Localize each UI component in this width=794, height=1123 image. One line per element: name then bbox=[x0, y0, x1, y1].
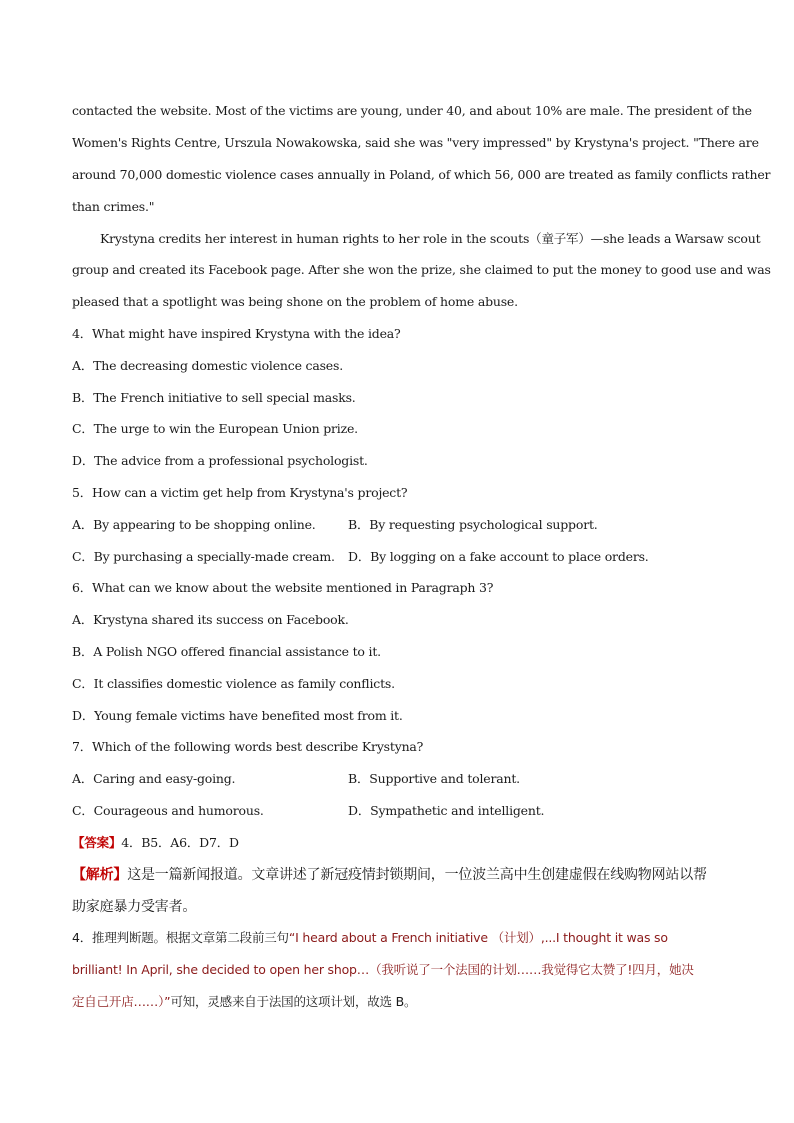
passage-line: around 70,000 domestic violence cases annually in Poland, of which 56, 000 are treated as family conflicts rather bbox=[72, 167, 771, 182]
passage-line: group and created its Facebook page. After she won the prize, she claimed to put the money to good use and was bbox=[72, 262, 771, 277]
question-stem: 5．How can a victim get help from Krystyna's project? bbox=[72, 485, 408, 500]
option-d: D．By logging on a fake account to place orders. bbox=[348, 549, 649, 564]
analysis-q4-conclusion: 可知，灵感来自于法国的这项计划，故选 B。 bbox=[170, 994, 417, 1009]
option-a: A．Caring and easy-going. bbox=[72, 771, 236, 786]
analysis-line bbox=[72, 866, 707, 884]
option-c: C．It classifies domestic violence as family conflicts. bbox=[72, 676, 395, 691]
option-b: B．Supportive and tolerant. bbox=[348, 771, 520, 786]
passage-line: contacted the website. Most of the victims are young, under 40, and about 10% are male. The president of the bbox=[72, 103, 752, 118]
analysis-q4-line bbox=[72, 930, 668, 946]
analysis-q4-quote: “I heard about a French initiative （计划）,...I thought it was so bbox=[288, 930, 668, 945]
answer-text: 4．B5．A6．D7．D bbox=[121, 835, 239, 850]
analysis-q4-quote-end: 定自己开店……）” bbox=[72, 994, 171, 1009]
option-b: B．A Polish NGO offered financial assistance to it. bbox=[72, 644, 381, 659]
answer-line bbox=[72, 835, 239, 851]
option-b: B．By requesting psychological support. bbox=[348, 517, 598, 532]
question-stem: 7．Which of the following words best describe Krystyna? bbox=[72, 739, 424, 754]
analysis-q4-line: brilliant! In April, she decided to open her shop…（我听说了一个法国的计划……我觉得它太赞了!四月，她决 bbox=[72, 962, 694, 977]
passage-line: Krystyna credits her interest in human rights to her role in the scouts（童子军）—she leads a Warsaw scout bbox=[100, 231, 761, 246]
option-d: D．Young female victims have benefited most from it. bbox=[72, 708, 403, 723]
option-c: C．Courageous and humorous. bbox=[72, 803, 264, 818]
passage-line: Women's Rights Centre, Urszula Nowakowska, said she was "very impressed" by Krystyna's project. "There are bbox=[72, 135, 759, 150]
analysis-label: 【解析】 bbox=[72, 867, 128, 883]
option-a: A．By appearing to be shopping online. bbox=[72, 517, 316, 532]
answer-label: 【答案】 bbox=[72, 835, 122, 850]
option-a: A．The decreasing domestic violence cases. bbox=[72, 358, 343, 373]
analysis-line: 助家庭暴力受害者。 bbox=[72, 899, 197, 915]
question-stem: 4．What might have inspired Krystyna with the idea? bbox=[72, 326, 401, 341]
option-c: C．The urge to win the European Union prize. bbox=[72, 421, 358, 436]
analysis-q4-prefix: 4．推理判断题。根据文章第二段前三句 bbox=[72, 930, 289, 945]
option-b: B．The French initiative to sell special masks. bbox=[72, 390, 356, 405]
analysis-text: 这是一篇新闻报道。文章讲述了新冠疫情封锁期间，一位波兰高中生创建虚假在线购物网站以帮 bbox=[127, 867, 707, 883]
option-a: A．Krystyna shared its success on Facebook. bbox=[72, 612, 349, 627]
question-stem: 6．What can we know about the website mentioned in Paragraph 3? bbox=[72, 580, 494, 595]
passage-line: than crimes." bbox=[72, 199, 155, 214]
option-d: D．Sympathetic and intelligent. bbox=[348, 803, 545, 818]
passage-line: pleased that a spotlight was being shone on the problem of home abuse. bbox=[72, 294, 518, 309]
option-c: C．By purchasing a specially-made cream. bbox=[72, 549, 335, 564]
option-d: D．The advice from a professional psychologist. bbox=[72, 453, 368, 468]
analysis-q4-line bbox=[72, 994, 416, 1010]
